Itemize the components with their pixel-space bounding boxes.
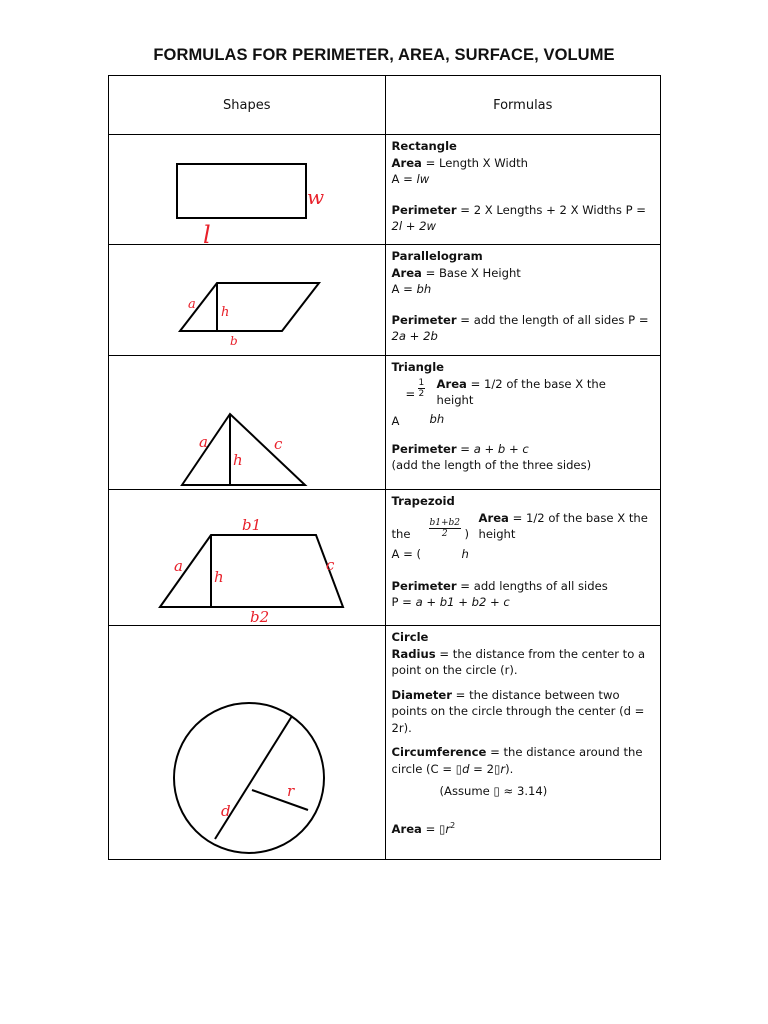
circle-area-exponent: 2 (450, 820, 456, 830)
circle-radius-label: Radius (391, 646, 436, 661)
table-row-triangle (109, 356, 661, 490)
trapezoid-formula-cell (385, 490, 661, 626)
circle-circumference-text-3: ). (505, 761, 514, 776)
circle-radius-text: = the distance from the center to a point on the circle (r). (391, 646, 646, 677)
trapezoid-the-word: the (391, 526, 411, 541)
triangle-area-eq-prefix: A (391, 413, 400, 428)
circle-diameter-label: Diameter (391, 687, 452, 702)
rectangle-figure-cell (109, 135, 386, 245)
circle-label-d: d (221, 802, 231, 820)
rectangle-diagram (109, 135, 385, 244)
trapezoid-area-text: = 1/2 of the base X the (508, 510, 648, 525)
triangle-figure-cell (109, 356, 386, 490)
circle-formula-cell (385, 626, 661, 860)
trapezoid-label-h: h (214, 568, 224, 586)
trapezoid-shape (160, 535, 343, 607)
trapezoid-perimeter-text: = add lengths of all sides (456, 578, 608, 593)
circle-label-r: r (287, 782, 295, 800)
triangle-perimeter-note: (add the length of the three sides) (391, 458, 592, 472)
triangle-area-eq: bh (429, 411, 445, 426)
triangle-half-fraction (418, 378, 426, 399)
table-row-rectangle (109, 135, 661, 245)
circle-figure-cell (109, 626, 386, 860)
trapezoid-figure-cell (109, 490, 386, 626)
parallelogram-area-eq-prefix: A = (391, 282, 417, 296)
parallelogram-shape (180, 283, 319, 331)
parallelogram-label-h: h (221, 305, 230, 320)
circle-radius-line (252, 790, 308, 810)
rectangle-name: Rectangle (391, 139, 457, 153)
trapezoid-perimeter-label: Perimeter (391, 578, 457, 593)
rectangle-label-w: w (307, 185, 325, 209)
circle-pi-glyph-1: ▯ (455, 761, 463, 776)
trapezoid-fraction-denominator: 2 (441, 528, 448, 539)
parallelogram-perimeter-label: Perimeter (391, 312, 457, 327)
circle-pi-glyph-3: ▯ (438, 821, 446, 836)
rectangle-label-l: l (203, 221, 211, 244)
trapezoid-perimeter-eq-prefix: P = (391, 595, 416, 609)
circle-circumference-eq-d: d (462, 761, 470, 776)
trapezoid-area-eq-prefix: A = ( (391, 546, 422, 561)
trapezoid-label-c: c (326, 556, 335, 574)
parallelogram-label-a: a (188, 297, 196, 312)
parallelogram-area-eq: bh (416, 282, 432, 296)
circle-circumference-label: Circumference (391, 745, 487, 759)
triangle-area-label: Area (436, 376, 467, 391)
circle-pi-glyph-2: ▯ (493, 761, 501, 776)
trapezoid-label-b2: b2 (250, 608, 270, 625)
table-row-parallelogram (109, 245, 661, 356)
circle-shape (174, 703, 324, 853)
page-title: FORMULAS FOR PERIMETER, AREA, SURFACE, VOLUME (153, 46, 615, 64)
triangle-diagram (109, 356, 385, 489)
table-row-trapezoid (109, 490, 661, 626)
table-header-row (109, 76, 661, 135)
rectangle-perimeter-text: = 2 X Lengths + 2 X Widths P = (456, 202, 647, 217)
rectangle-area-eq: lw (416, 172, 430, 186)
rectangle-area-label: Area (391, 155, 422, 170)
parallelogram-perimeter-text: = add the length of all sides P = (456, 312, 649, 327)
triangle-fraction-denominator: 2 (418, 388, 425, 399)
triangle-perimeter-label: Perimeter (391, 441, 457, 456)
shapes-column-header: Shapes (109, 76, 386, 135)
triangle-label-c: c (274, 435, 283, 453)
trapezoid-label-a: a (174, 557, 183, 575)
triangle-name: Triangle (391, 360, 445, 374)
parallelogram-diagram (109, 245, 385, 355)
parallelogram-formula-cell (385, 245, 661, 356)
formulas-table (108, 75, 661, 860)
circle-diagram (109, 626, 385, 859)
rectangle-shape (177, 164, 306, 218)
circle-diameter-line (215, 716, 292, 839)
triangle-perimeter-text: = (456, 441, 474, 456)
parallelogram-area-text: = Base X Height (421, 265, 521, 280)
circle-area-eq: r (445, 821, 451, 836)
circle-circumference-text-1: = the distance around the circle (C = (391, 745, 643, 776)
parallelogram-figure-cell (109, 245, 386, 356)
circle-name: Circle (391, 630, 429, 644)
parallelogram-perimeter-eq: 2a + 2b (391, 329, 438, 343)
rectangle-area-text: = Length X Width (421, 155, 528, 170)
triangle-area-text: = 1/2 of the base X the height (436, 376, 606, 407)
circle-circumference-text-2: = 2 (469, 761, 494, 776)
trapezoid-area-eq: h (461, 546, 469, 561)
triangle-perimeter-eq: a + b + c (473, 441, 529, 456)
trapezoid-area-label: Area (478, 510, 509, 525)
trapezoid-name: Trapezoid (391, 494, 455, 508)
rectangle-area-eq-prefix: A = (391, 172, 417, 186)
circle-circumference-eq-r: r (500, 761, 506, 776)
parallelogram-name: Parallelogram (391, 249, 483, 263)
parallelogram-area-label: Area (391, 265, 422, 280)
trapezoid-diagram (109, 490, 385, 625)
circle-area-label: Area (391, 821, 422, 836)
circle-area-text: = (421, 821, 439, 836)
trapezoid-perimeter-eq: a + b1 + b2 + c (415, 595, 510, 609)
triangle-formula-cell (385, 356, 661, 490)
rectangle-perimeter-eq: 2l + 2w (391, 219, 437, 233)
table-row-circle (109, 626, 661, 860)
trapezoid-height-word: height (478, 526, 516, 541)
rectangle-perimeter-label: Perimeter (391, 202, 457, 217)
formulas-column-header: Formulas (385, 76, 661, 135)
triangle-label-a: a (199, 433, 208, 451)
parallelogram-label-b: b (230, 334, 238, 348)
trapezoid-base-fraction (429, 518, 462, 539)
trapezoid-fraction-numerator: b1+b2 (429, 517, 461, 528)
triangle-equals-sign: = (405, 386, 416, 401)
triangle-fraction-numerator: 1 (418, 377, 425, 388)
triangle-label-h: h (233, 451, 243, 469)
trapezoid-close-paren: ) (464, 526, 470, 541)
rectangle-formula-cell (385, 135, 661, 245)
circle-assume-note: (Assume ▯ ≈ 3.14) (439, 784, 548, 798)
trapezoid-label-b1: b1 (242, 516, 262, 534)
circle-diameter-text: = the distance between two points on the circle through the center (d = 2r). (391, 687, 645, 735)
